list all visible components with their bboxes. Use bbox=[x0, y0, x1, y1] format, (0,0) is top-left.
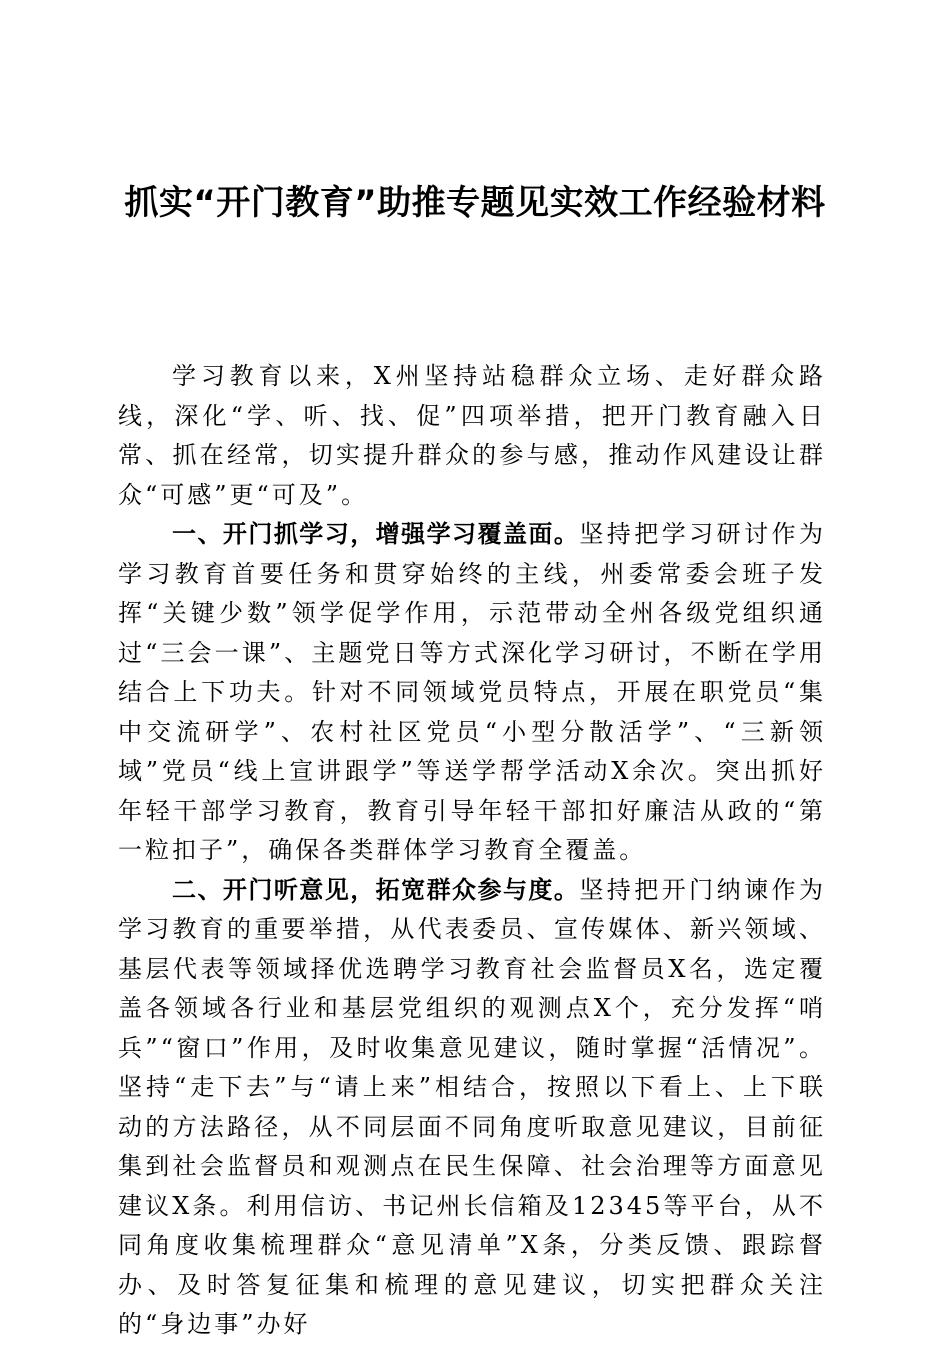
document-title: 抓实“开门教育”助推专题见实效工作经验材料 bbox=[124, 183, 826, 223]
section-1-heading: 一、开门抓学习，增强学习覆盖面。 bbox=[172, 520, 580, 548]
document-body bbox=[118, 357, 826, 1345]
section-2-text: 坚持把开门纳谏作为学习教育的重要举措，从代表委员、宣传媒体、新兴领域、基层代表等领域择优选聘学习教育社会监督员X名，选定覆盖各领域各行业和基层党组织的观测点X个，充分发挥“哨兵”“窗口”作用，及时收集意见建议，随时掌握“活情况”。坚持“走下去”与“请上来”相结合，按照以下看上、上下联动的方法路径，从不同层面不同角度听取意见建议，目前征集到社会监督员和观测点在民生保障、社会治理等方面意见建议X条。利用信访、书记州长信箱及12345等平台，从不同角度收集梳理群众“意见清单”X条，分类反馈、跟踪督办、及时答复征集和梳理的意见建议，切实把群众关注的“身边事”办好 bbox=[118, 875, 827, 1338]
paragraph-section-1 bbox=[118, 515, 826, 871]
paragraph-section-2 bbox=[118, 871, 826, 1345]
section-1-text: 坚持把学习研讨作为学习教育首要任务和贯穿始终的主线，州委常委会班子发挥“关键少数”领学促学作用，示范带动全州各级党组织通过“三会一课”、主题党日等方式深化学习研讨，不断在学用结合上下功夫。针对不同领域党员特点，开展在职党员“集中交流研学”、农村社区党员“小型分散活学”、“三新领域”党员“线上宣讲跟学”等送学帮学活动X余次。突出抓好年轻干部学习教育，教育引导年轻干部扣好廉洁从政的“第一粒扣子”，确保各类群体学习教育全覆盖。 bbox=[118, 520, 827, 864]
paragraph-intro bbox=[118, 357, 826, 515]
paragraph-intro-text: 学习教育以来，X州坚持站稳群众立场、走好群众路线，深化“学、听、找、促”四项举措，把开门教育融入日常、抓在经常，切实提升群众的参与感，推动作风建设让群众“可感”更“可及”。 bbox=[118, 362, 826, 509]
section-2-heading: 二、开门听意见，拓宽群众参与度。 bbox=[172, 875, 580, 904]
